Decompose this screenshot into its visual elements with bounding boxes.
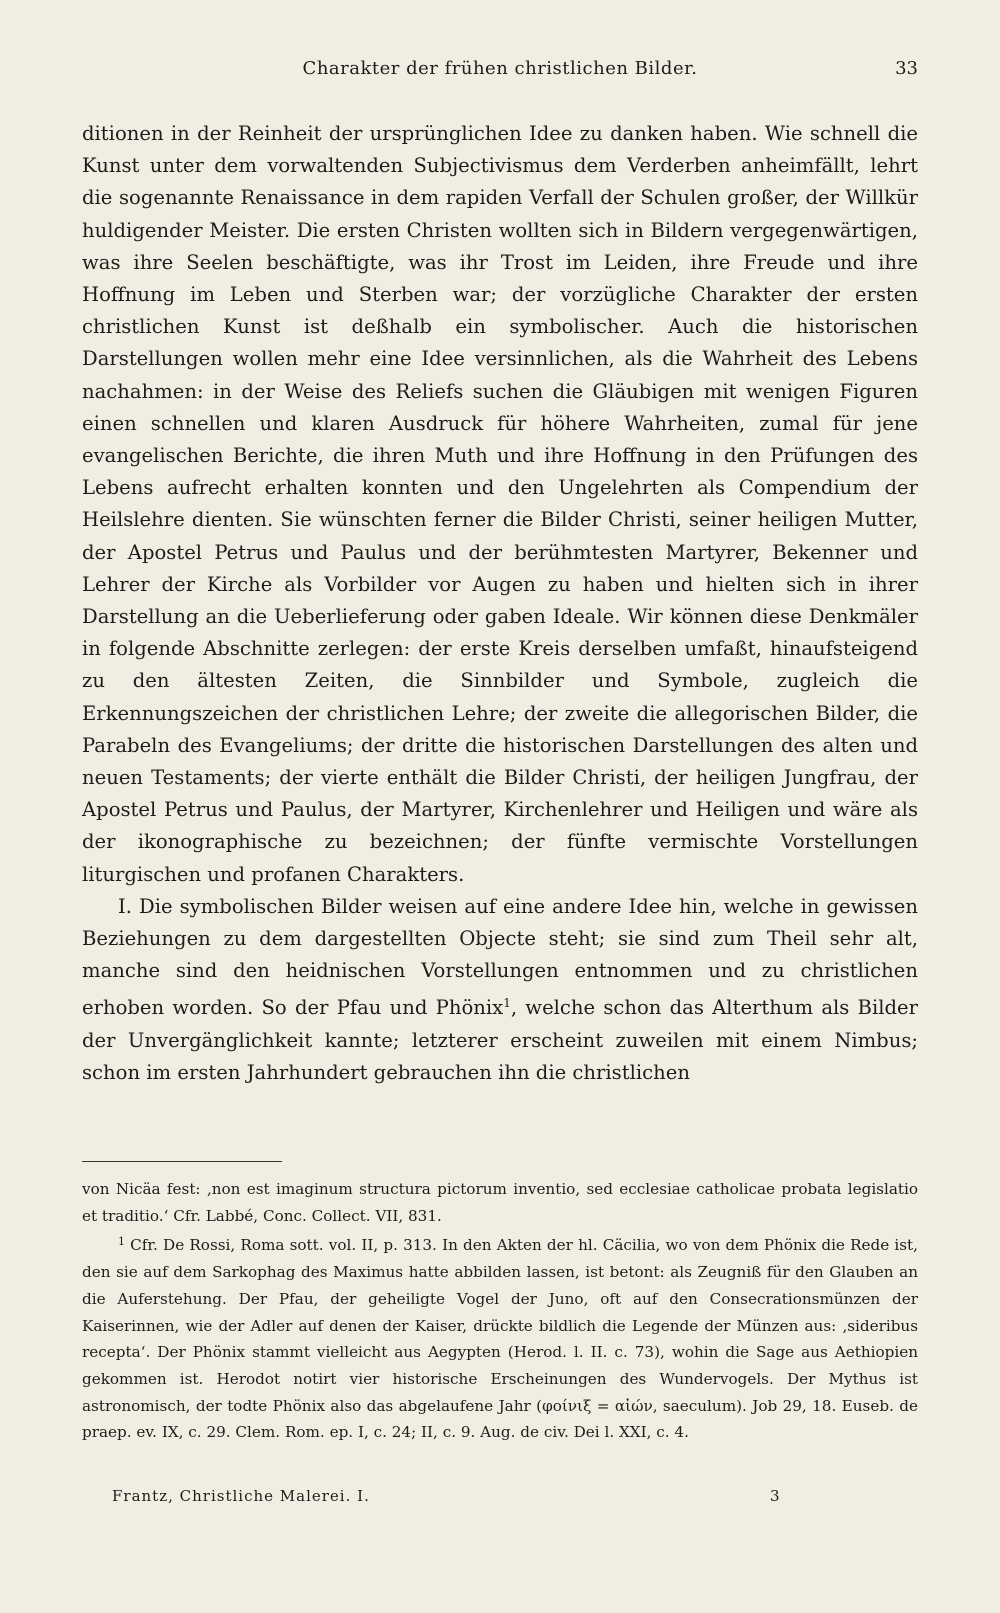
main-text <box>82 118 918 1089</box>
footnote-1-marker: 1 <box>118 1235 125 1249</box>
footnote-1 <box>82 1229 918 1446</box>
footnote-separator <box>82 1161 282 1162</box>
footnote-1-text: Cfr. De Rossi, Roma sott. vol. II, p. 313. In den Akten der hl. Cäcilia, wo von dem Phönix die Rede ist, den sie auf dem Sarkophag des Maximus hatte abbilden lassen, ist betont: als Zeugniß für den Glauben an die Auferstehung. Der Pfau, der geheiligte Vogel der Juno, oft auf den Consecrationsmünzen der Kaiserinnen, wie der Adler auf denen der Kaiser, drückte bildlich die Legende der Münzen aus: ‚sideribus recepta‘. Der Phönix stammt vielleicht aus Aegypten (Herod. l. II. c. 73), wohin die Sage aus Aethiopien gekommen ist. Herodot notirt vier historische Erscheinungen des Wundervogels. Der Mythus ist astronomisch, der todte Phönix also das abgelaufene Jahr (φοίνιξ = αἰών, saeculum). Job 29, 18. Euseb. de praep. ev. IX, c. 29. Clem. Rom. ep. I, c. 24; II, c. 9. Aug. de civ. Dei l. XXI, c. 4. <box>82 1236 918 1442</box>
body-paragraph-1: ditionen in der Reinheit der ursprünglichen Idee zu danken haben. Wie schnell die Kunst unter dem vorwaltenden Subjectivismus dem Verderben anheimfällt, lehrt die sogenannte Renaissance in dem rapiden Verfall der Schulen großer, der Willkür huldigender Meister. Die ersten Christen wollten sich in Bildern vergegenwärtigen, was ihre Seelen beschäftigte, was ihr Trost im Leiden, ihre Freude und ihre Hoffnung im Leben und Sterben war; der vorzügliche Charakter der ersten christlichen Kunst ist deßhalb ein symbolischer. Auch die historischen Darstellungen wollen mehr eine Idee versinnlichen, als die Wahrheit des Lebens nachahmen: in der Weise des Reliefs suchen die Gläubigen mit wenigen Figuren einen schnellen und klaren Ausdruck für höhere Wahrheiten, zumal für jene evangelischen Berichte, die ihren Muth und ihre Hoffnung in den Prüfungen des Lebens aufrecht erhalten konnten und den Ungelehrten als Compendium der Heilslehre dienten. Sie wünschten ferner die Bilder Christi, seiner heiligen Mutter, der Apostel Petrus und Paulus und der berühmtesten Martyrer, Bekenner und Lehrer der Kirche als Vorbilder vor Augen zu haben und hielten sich in ihrer Darstellung an die Ueberlieferung oder gaben Ideale. Wir können diese Denkmäler in folgende Abschnitte zerlegen: der erste Kreis derselben umfaßt, hinaufsteigend zu den ältesten Zeiten, die Sinnbilder und Symbole, zugleich die Erkennungszeichen der christlichen Lehre; der zweite die allegorischen Bilder, die Parabeln des Evangeliums; der dritte die historischen Darstellungen des alten und neuen Testaments; der vierte enthält die Bilder Christi, der heiligen Jungfrau, der Apostel Petrus und Paulus, der Martyrer, Kirchenlehrer und Heiligen und wäre als der ikonographische zu bezeichnen; der fünfte vermischte Vorstellungen liturgischen und profanen Charakters. <box>82 122 918 886</box>
footnotes <box>82 1176 918 1446</box>
footnote-reference-1: 1 <box>503 996 511 1011</box>
signature-line <box>82 1487 918 1513</box>
body-paragraph-2 <box>82 891 918 1089</box>
signature-number: 3 <box>770 1487 780 1505</box>
body-paragraph-2-part-1: I. Die symbolischen Bilder weisen auf eine andere Idee hin, welche in gewissen Beziehungen zu dem dargestellten Objecte steht; sie sind zum Theil sehr alt, manche sind den heidnischen Vorstellungen entnommen und zu christlichen erhoben worden. So der Pfau und Phönix <box>82 894 918 1020</box>
page-number: 33 <box>895 58 918 79</box>
running-header <box>82 58 918 88</box>
body-paragraph-2-part-2: , welche schon das Alterthum als Bilder der Unvergänglichkeit kannte; letzterer erscheint zuweilen mit einem Nimbus; schon im ersten Jahrhundert gebrauchen ihn die christlichen <box>82 996 918 1084</box>
footnote-continuation: von Nicäa fest: ‚non est imaginum structura pictorum inventio, sed ecclesiae catholicae probata legislatio et traditio.‘ Cfr. Labbé, Conc. Collect. VII, 831. <box>82 1180 918 1225</box>
running-title: Charakter der frühen christlichen Bilder. <box>302 58 698 79</box>
printer-signature: Frantz, Christliche Malerei. I. <box>112 1487 370 1505</box>
